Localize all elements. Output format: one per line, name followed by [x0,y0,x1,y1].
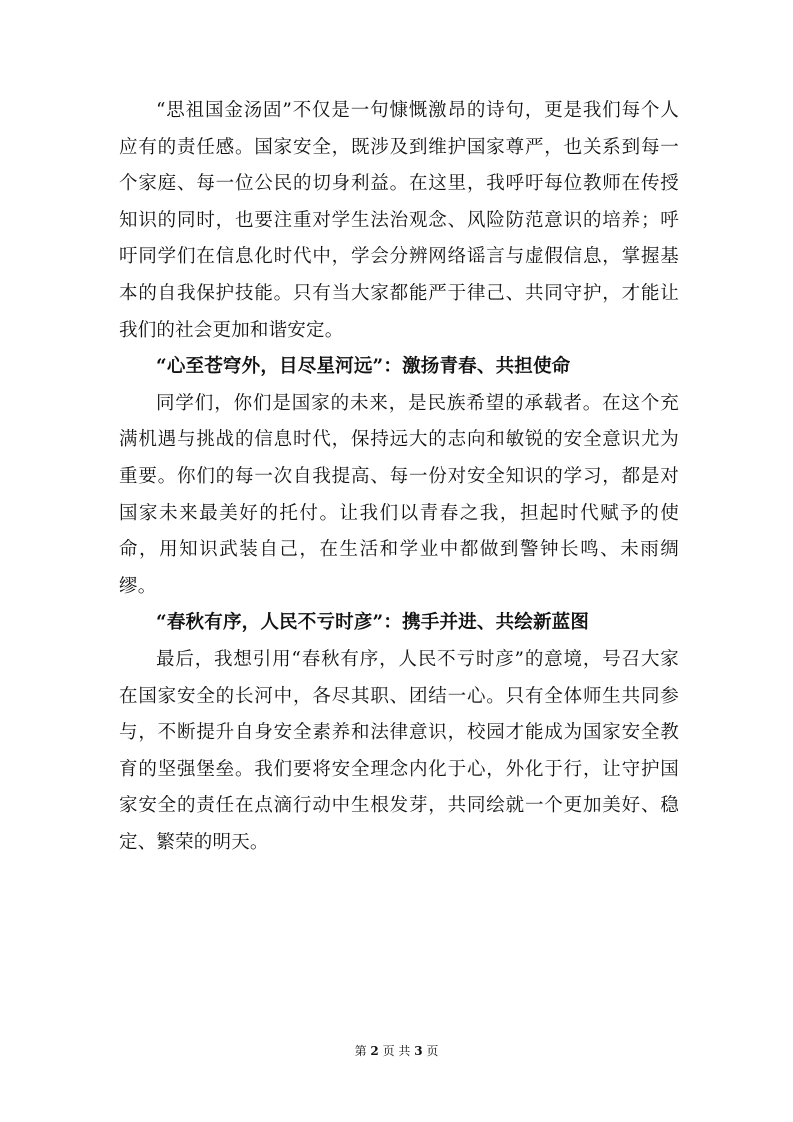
total-page-number: 3 [414,1044,423,1058]
section-heading: “春秋有序，人民不亏时彦”：携手并进、共绘新蓝图 [156,612,590,634]
footer-suffix: 页 [422,1044,439,1058]
paragraph: “思祖国金汤固”不仅是一句慷慨激昂的诗句，更是我们每个人应有的责任感。国家安全，既涉及到维护国家尊严，也关系到每一个家庭、每一位公民的切身利益。在这里，我呼吁每位教师在传授知识的同时，也要注重对学生法治观念、风险防范意识的培养；呼吁同学们在信息化时代中，学会分辨网络谣言与虚假信息，掌握基本的自我保护技能。只有当大家都能严于律己、共同守护，才能让我们的社会更加和谐安定。 [119,100,679,341]
footer-prefix: 第 [354,1044,371,1058]
page-footer [0,1042,793,1059]
paragraph: 同学们，你们是国家的未来，是民族希望的承载者。在这个充满机遇与挑战的信息时代，保持远大的志向和敏锐的安全意识尤为重要。你们的每一次自我提高、每一份对安全知识的学习，都是对国家未来最美好的托付。让我们以青春之我，担起时代赋予的使命，用知识武装自己，在生活和学业中都做到警钟长鸣、未雨绸缪。 [119,392,679,597]
footer-middle: 页 共 [378,1044,415,1058]
paragraph: 最后，我想引用“春秋有序，人民不亏时彦”的意境，号召大家在国家安全的长河中，各尽其职、团结一心。只有全体师生共同参与，不断提升自身安全素养和法律意识，校园才能成为国家安全教育的坚强堡垒。我们要将安全理念内化于心，外化于行，让守护国家安全的责任在点滴行动中生根发芽，共同绘就一个更加美好、稳定、繁荣的明天。 [119,648,679,853]
section-heading: “心至苍穹外，目尽星河远”：激扬青春、共担使命 [156,356,571,378]
document-body [119,93,679,861]
current-page-number: 2 [370,1044,379,1058]
